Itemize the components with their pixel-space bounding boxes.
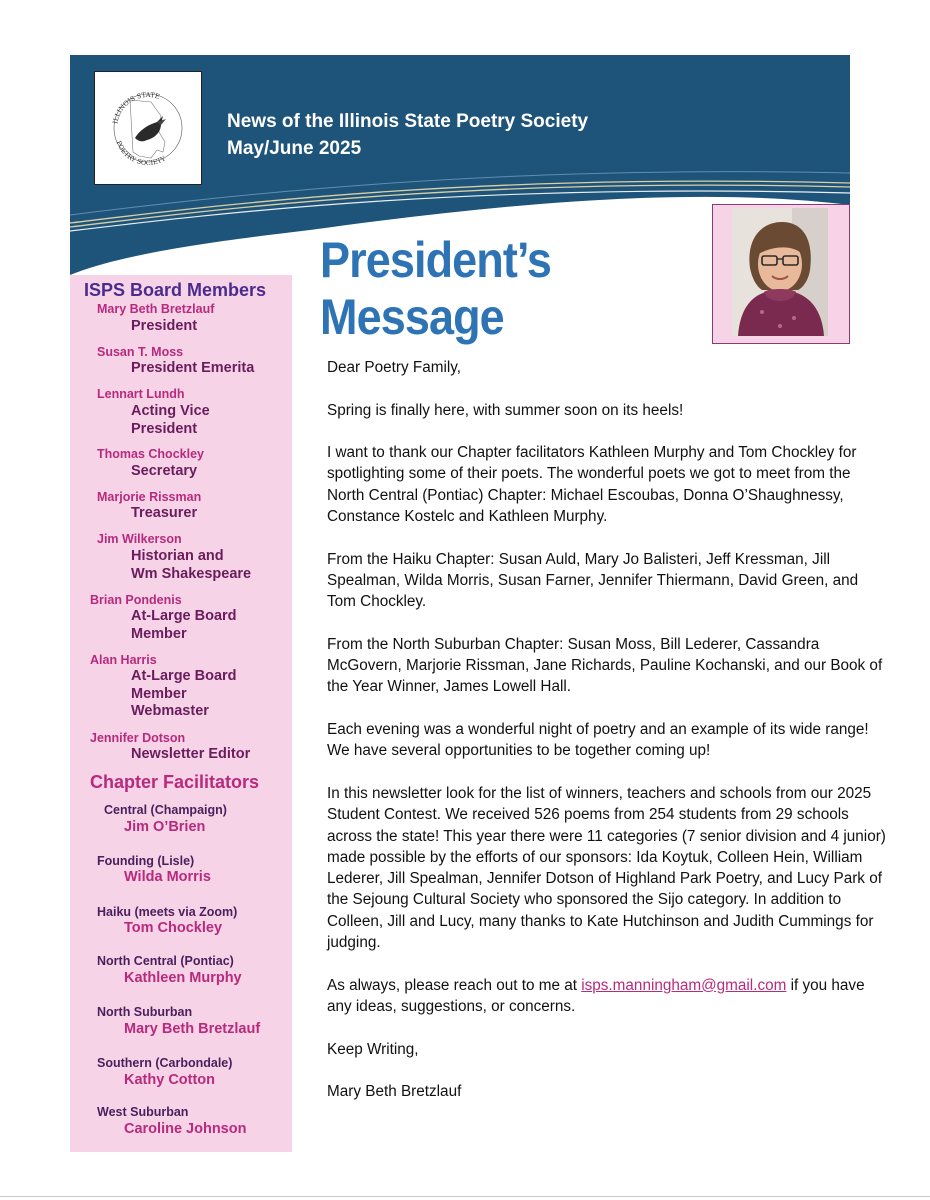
board-member-name: Alan Harris xyxy=(90,653,157,667)
chapter-facilitator: Kathy Cotton xyxy=(124,1072,216,1088)
message-paragraph: Spring is finally here, with summer soon on its heels! xyxy=(327,401,684,419)
chapter-facilitator: Kathleen Murphy xyxy=(124,970,242,986)
chapter-name: Central (Champaign) xyxy=(104,803,227,817)
chapter-name: North Suburban xyxy=(97,1005,193,1019)
board-member-role: At-Large Board Member xyxy=(131,608,237,642)
message-paragraph: Each evening was a wonderful night of poetry and an example of its wide range! We have several opportunities to be together coming up! xyxy=(327,721,869,760)
board-member-name: Jennifer Dotson xyxy=(90,731,186,745)
board-member-name: Thomas Chockley xyxy=(97,447,204,461)
presidents-message-title: President’s Message xyxy=(320,232,552,345)
cardinal-seal-icon xyxy=(95,72,201,184)
chapter-facilitator: Jim O’Brien xyxy=(124,819,206,835)
message-body xyxy=(327,357,887,1124)
chapter-facilitators-heading: Chapter Facilitators xyxy=(90,772,260,792)
board-member-role: Acting Vice President xyxy=(131,403,210,437)
chapter-name: Founding (Lisle) xyxy=(97,854,195,868)
message-paragraph: I want to thank our Chapter facilitators Kathleen Murphy and Tom Chockley for spotlighting some of their poets. The wonderful poets we got to meet from the North Central (Pontiac) Chapter: Michael Escoubas, Donna O’Shaughnessy, Constance Kostelc and Kathleen Murphy. xyxy=(327,444,857,526)
chapter-facilitator: Tom Chockley xyxy=(124,920,223,936)
chapter-name: Southern (Carbondale) xyxy=(97,1056,233,1070)
svg-text:POETRY SOCIETY: POETRY SOCIETY xyxy=(114,139,167,168)
message-paragraph: From the Haiku Chapter: Susan Auld, Mary Jo Balisteri, Jeff Kressman, Jill Spealman, Wilda Morris, Susan Farner, Jennifer Thiermann, David Green, and Tom Chockley. xyxy=(327,550,859,611)
board-member-name: Jim Wilkerson xyxy=(97,532,182,546)
board-member-name: Brian Pondenis xyxy=(90,593,182,607)
chapter-facilitator: Wilda Morris xyxy=(124,869,211,885)
board-member-role: Secretary xyxy=(131,463,198,479)
page-edge-divider xyxy=(0,1196,930,1197)
chapter-name: North Central (Pontiac) xyxy=(97,954,234,968)
board-member-name: Susan T. Moss xyxy=(97,345,184,359)
board-member-name: Marjorie Rissman xyxy=(97,490,202,504)
chapter-name: Haiku (meets via Zoom) xyxy=(97,905,238,919)
president-portrait-photo xyxy=(732,208,828,336)
board-member-role: President Emerita xyxy=(131,360,255,376)
closing: Keep Writing, xyxy=(327,1040,419,1058)
message-paragraph: From the North Suburban Chapter: Susan Moss, Bill Lederer, Cassandra McGovern, Marjorie Rissman, Jane Richards, Pauline Kochanski, and our Book of the Year Winner, James Lowell Hall. xyxy=(327,635,883,696)
board-member-name: Mary Beth Bretzlauf xyxy=(97,302,215,316)
board-member-role: At-Large Board Member Webmaster xyxy=(131,668,237,719)
newsletter-name: News of the Illinois State Poetry Society xyxy=(227,111,589,132)
salutation: Dear Poetry Family, xyxy=(327,359,462,376)
newsletter-issue-date: May/June 2025 xyxy=(227,138,362,159)
svg-text:ILLINOIS STATE: ILLINOIS STATE xyxy=(111,91,161,125)
board-member-role: Treasurer xyxy=(131,505,198,521)
message-paragraph: In this newsletter look for the list of winners, teachers and schools from our 2025 Student Contest. We received 526 poems from 254 students from 29 schools across the state! This year there were 11 categories (7 senior division and 4 junior) made possible by the efforts of our sponsors: Ida Koytuk, Colleen Hein, William Lederer, Jill Spealman, Jennifer Dotson of Highland Park Poetry, and Lucy Park of the Sejoung Cultural Society who sponsored the Sijo category. In addition to Colleen, Jill and Lucy, many thanks to Kate Hutchinson and Judith Cummings for judging. xyxy=(327,784,886,952)
society-logo xyxy=(94,71,202,185)
newsletter-title xyxy=(227,108,588,162)
chapter-facilitator: Mary Beth Bretzlauf xyxy=(124,1021,261,1037)
signature: Mary Beth Bretzlauf xyxy=(327,1083,462,1101)
board-member-role: President xyxy=(131,318,198,334)
contact-email-link[interactable]: isps.manningham@gmail.com xyxy=(581,976,787,994)
contact-paragraph: As always, please reach out to me at isps.manningham@gmail.com if you have any ideas, suggestions, or concerns. xyxy=(327,976,865,1015)
board-member-name: Lennart Lundh xyxy=(97,387,185,401)
board-member-role: Historian and Wm Shakespeare xyxy=(131,548,252,582)
board-member-role: Newsletter Editor xyxy=(131,746,251,762)
board-members-heading: ISPS Board Members xyxy=(84,280,267,300)
chapter-facilitator: Caroline Johnson xyxy=(124,1121,247,1137)
chapter-name: West Suburban xyxy=(97,1105,189,1119)
